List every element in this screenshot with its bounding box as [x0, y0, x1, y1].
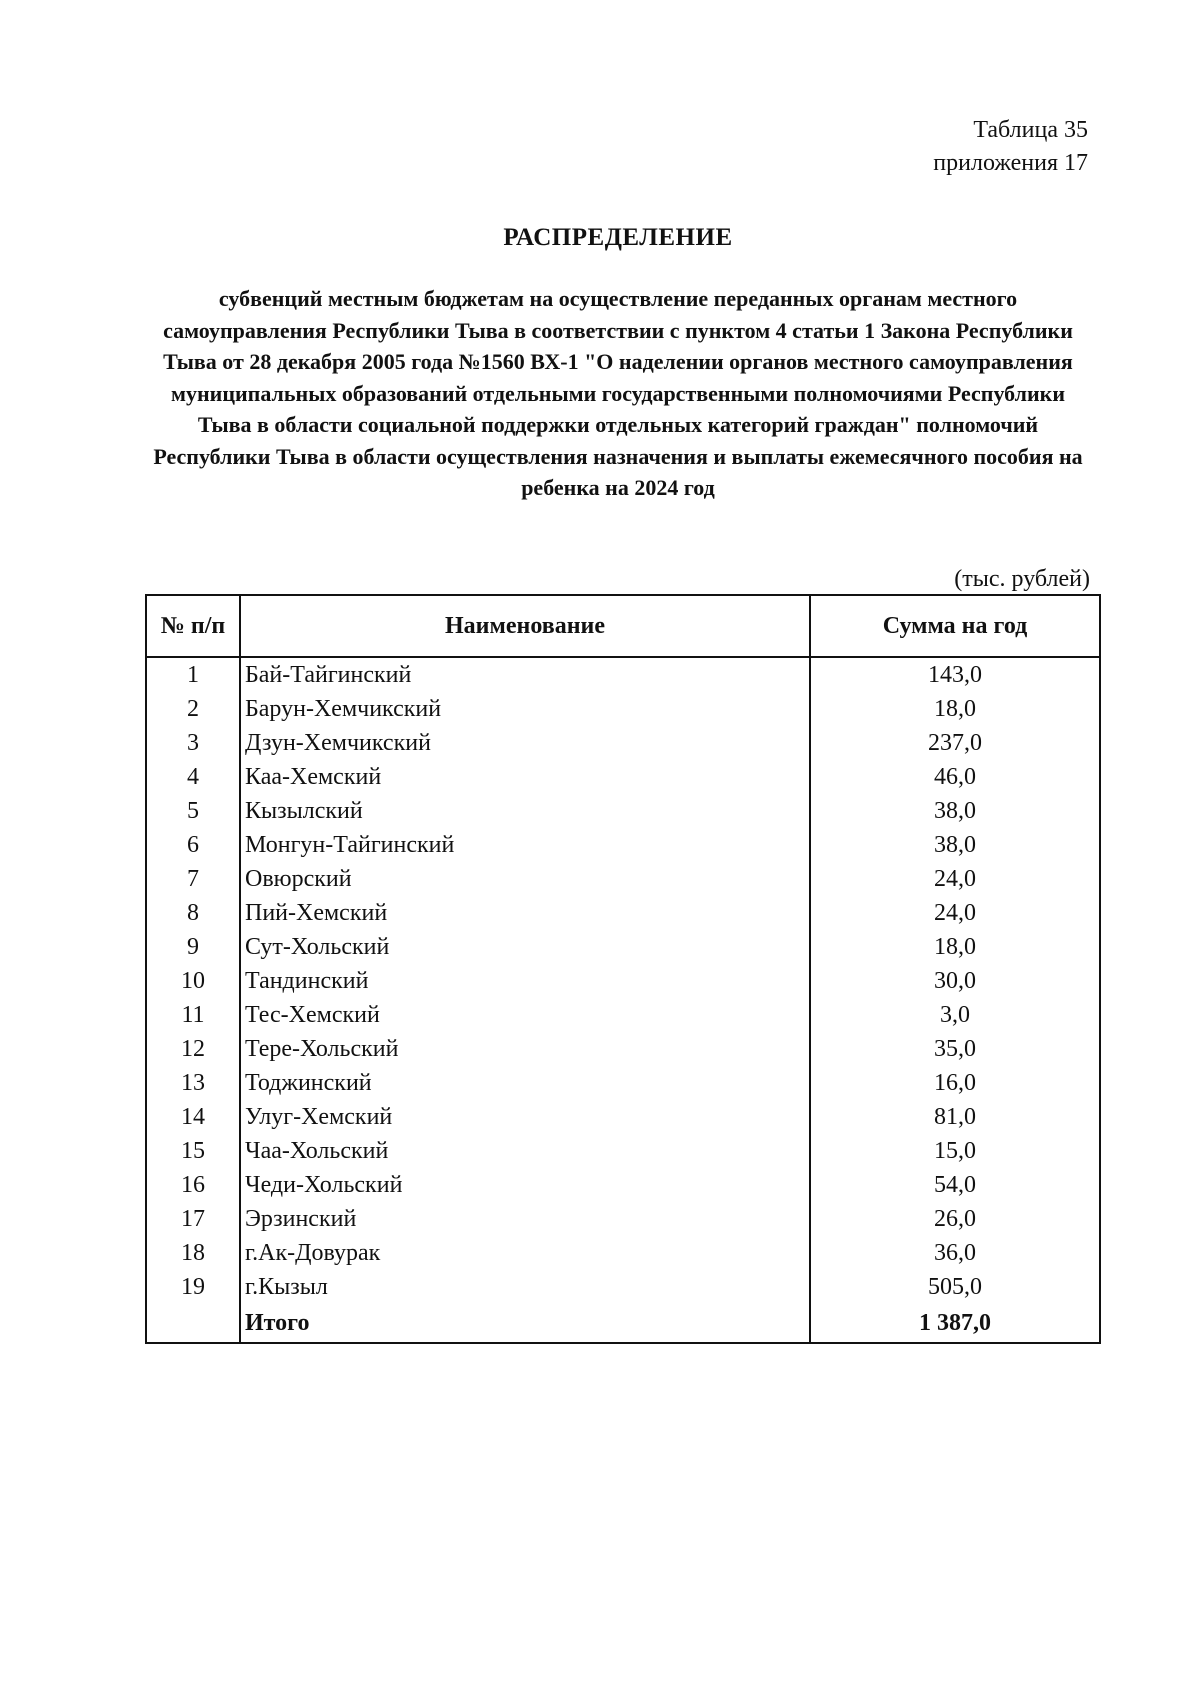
- total-label: Итого: [240, 1304, 810, 1343]
- header-number: № п/п: [146, 595, 240, 657]
- table-row: [146, 1032, 1100, 1066]
- table-row: [146, 998, 1100, 1032]
- row-sum: 15,0: [810, 1134, 1100, 1168]
- table-row: [146, 964, 1100, 998]
- row-number: 12: [146, 1032, 240, 1066]
- row-sum: 38,0: [810, 828, 1100, 862]
- row-number: 11: [146, 998, 240, 1032]
- row-name: Овюрский: [240, 862, 810, 896]
- row-name: Каа-Хемский: [240, 760, 810, 794]
- table-row: [146, 862, 1100, 896]
- table-row: [146, 896, 1100, 930]
- row-name: г.Кызыл: [240, 1270, 810, 1304]
- table-reference: [933, 114, 1088, 180]
- row-sum: 24,0: [810, 862, 1100, 896]
- row-name: Пий-Хемский: [240, 896, 810, 930]
- table-row: [146, 930, 1100, 964]
- row-name: Тере-Хольский: [240, 1032, 810, 1066]
- units-note: (тыс. рублей): [954, 566, 1090, 592]
- row-name: Кызылский: [240, 794, 810, 828]
- total-number-empty: [146, 1304, 240, 1343]
- table-row: [146, 1100, 1100, 1134]
- row-name: Эрзинский: [240, 1202, 810, 1236]
- row-number: 14: [146, 1100, 240, 1134]
- table-row: [146, 760, 1100, 794]
- row-sum: 38,0: [810, 794, 1100, 828]
- row-sum: 16,0: [810, 1066, 1100, 1100]
- row-number: 1: [146, 657, 240, 692]
- row-name: Тес-Хемский: [240, 998, 810, 1032]
- row-number: 17: [146, 1202, 240, 1236]
- row-sum: 18,0: [810, 930, 1100, 964]
- total-sum: 1 387,0: [810, 1304, 1100, 1343]
- table-row: [146, 794, 1100, 828]
- row-number: 18: [146, 1236, 240, 1270]
- document-heading: РАСПРЕДЕЛЕНИЕ: [503, 224, 733, 251]
- table-row: [146, 657, 1100, 692]
- row-number: 7: [146, 862, 240, 896]
- row-sum: 36,0: [810, 1236, 1100, 1270]
- row-sum: 237,0: [810, 726, 1100, 760]
- header-name: Наименование: [240, 595, 810, 657]
- row-name: Улуг-Хемский: [240, 1100, 810, 1134]
- row-number: 3: [146, 726, 240, 760]
- table-header-row: [146, 595, 1100, 657]
- row-sum: 505,0: [810, 1270, 1100, 1304]
- row-number: 15: [146, 1134, 240, 1168]
- row-name: Монгун-Тайгинский: [240, 828, 810, 862]
- table-row: [146, 1066, 1100, 1100]
- row-number: 2: [146, 692, 240, 726]
- row-name: г.Ак-Довурак: [240, 1236, 810, 1270]
- appendix-number: приложения 17: [933, 150, 1088, 176]
- row-name: Барун-Хемчикский: [240, 692, 810, 726]
- row-sum: 81,0: [810, 1100, 1100, 1134]
- row-sum: 3,0: [810, 998, 1100, 1032]
- row-number: 16: [146, 1168, 240, 1202]
- table-row: [146, 1270, 1100, 1304]
- table-row: [146, 726, 1100, 760]
- row-number: 4: [146, 760, 240, 794]
- row-number: 10: [146, 964, 240, 998]
- row-name: Чаа-Хольский: [240, 1134, 810, 1168]
- row-number: 5: [146, 794, 240, 828]
- row-sum: 30,0: [810, 964, 1100, 998]
- row-number: 13: [146, 1066, 240, 1100]
- row-number: 8: [146, 896, 240, 930]
- table-row: [146, 828, 1100, 862]
- row-name: Тандинский: [240, 964, 810, 998]
- header-sum: Сумма на год: [810, 595, 1100, 657]
- table-row: [146, 1202, 1100, 1236]
- distribution-table: [145, 594, 1101, 1344]
- row-name: Дзун-Хемчикский: [240, 726, 810, 760]
- row-sum: 46,0: [810, 760, 1100, 794]
- row-name: Чеди-Хольский: [240, 1168, 810, 1202]
- row-name: Сут-Хольский: [240, 930, 810, 964]
- table-row: [146, 692, 1100, 726]
- document-subtitle: субвенций местным бюджетам на осуществление переданных органам местного самоуправления Республики Тыва в соответствии с пунктом 4 статьи 1 Закона Республики Тыва от 28 декабря 2005 года №1560 ВХ-1 "О наделении органов местного самоуправления муниципальных образований отдельными государственными полномочиями Республики Тыва в области социальной поддержки отдельных категорий граждан" полномочий Республики Тыва в области осуществления назначения и выплаты ежемесячного пособия на ребенка на 2024 год: [153, 286, 1083, 500]
- row-sum: 24,0: [810, 896, 1100, 930]
- row-sum: 54,0: [810, 1168, 1100, 1202]
- table-row: [146, 1134, 1100, 1168]
- row-sum: 35,0: [810, 1032, 1100, 1066]
- row-name: Тоджинский: [240, 1066, 810, 1100]
- total-row: [146, 1304, 1100, 1343]
- row-number: 6: [146, 828, 240, 862]
- row-sum: 26,0: [810, 1202, 1100, 1236]
- table-body: [146, 657, 1100, 1343]
- row-number: 19: [146, 1270, 240, 1304]
- table-number: Таблица 35: [973, 117, 1088, 143]
- row-name: Бай-Тайгинский: [240, 657, 810, 692]
- table-row: [146, 1236, 1100, 1270]
- row-sum: 143,0: [810, 657, 1100, 692]
- row-number: 9: [146, 930, 240, 964]
- row-sum: 18,0: [810, 692, 1100, 726]
- table-row: [146, 1168, 1100, 1202]
